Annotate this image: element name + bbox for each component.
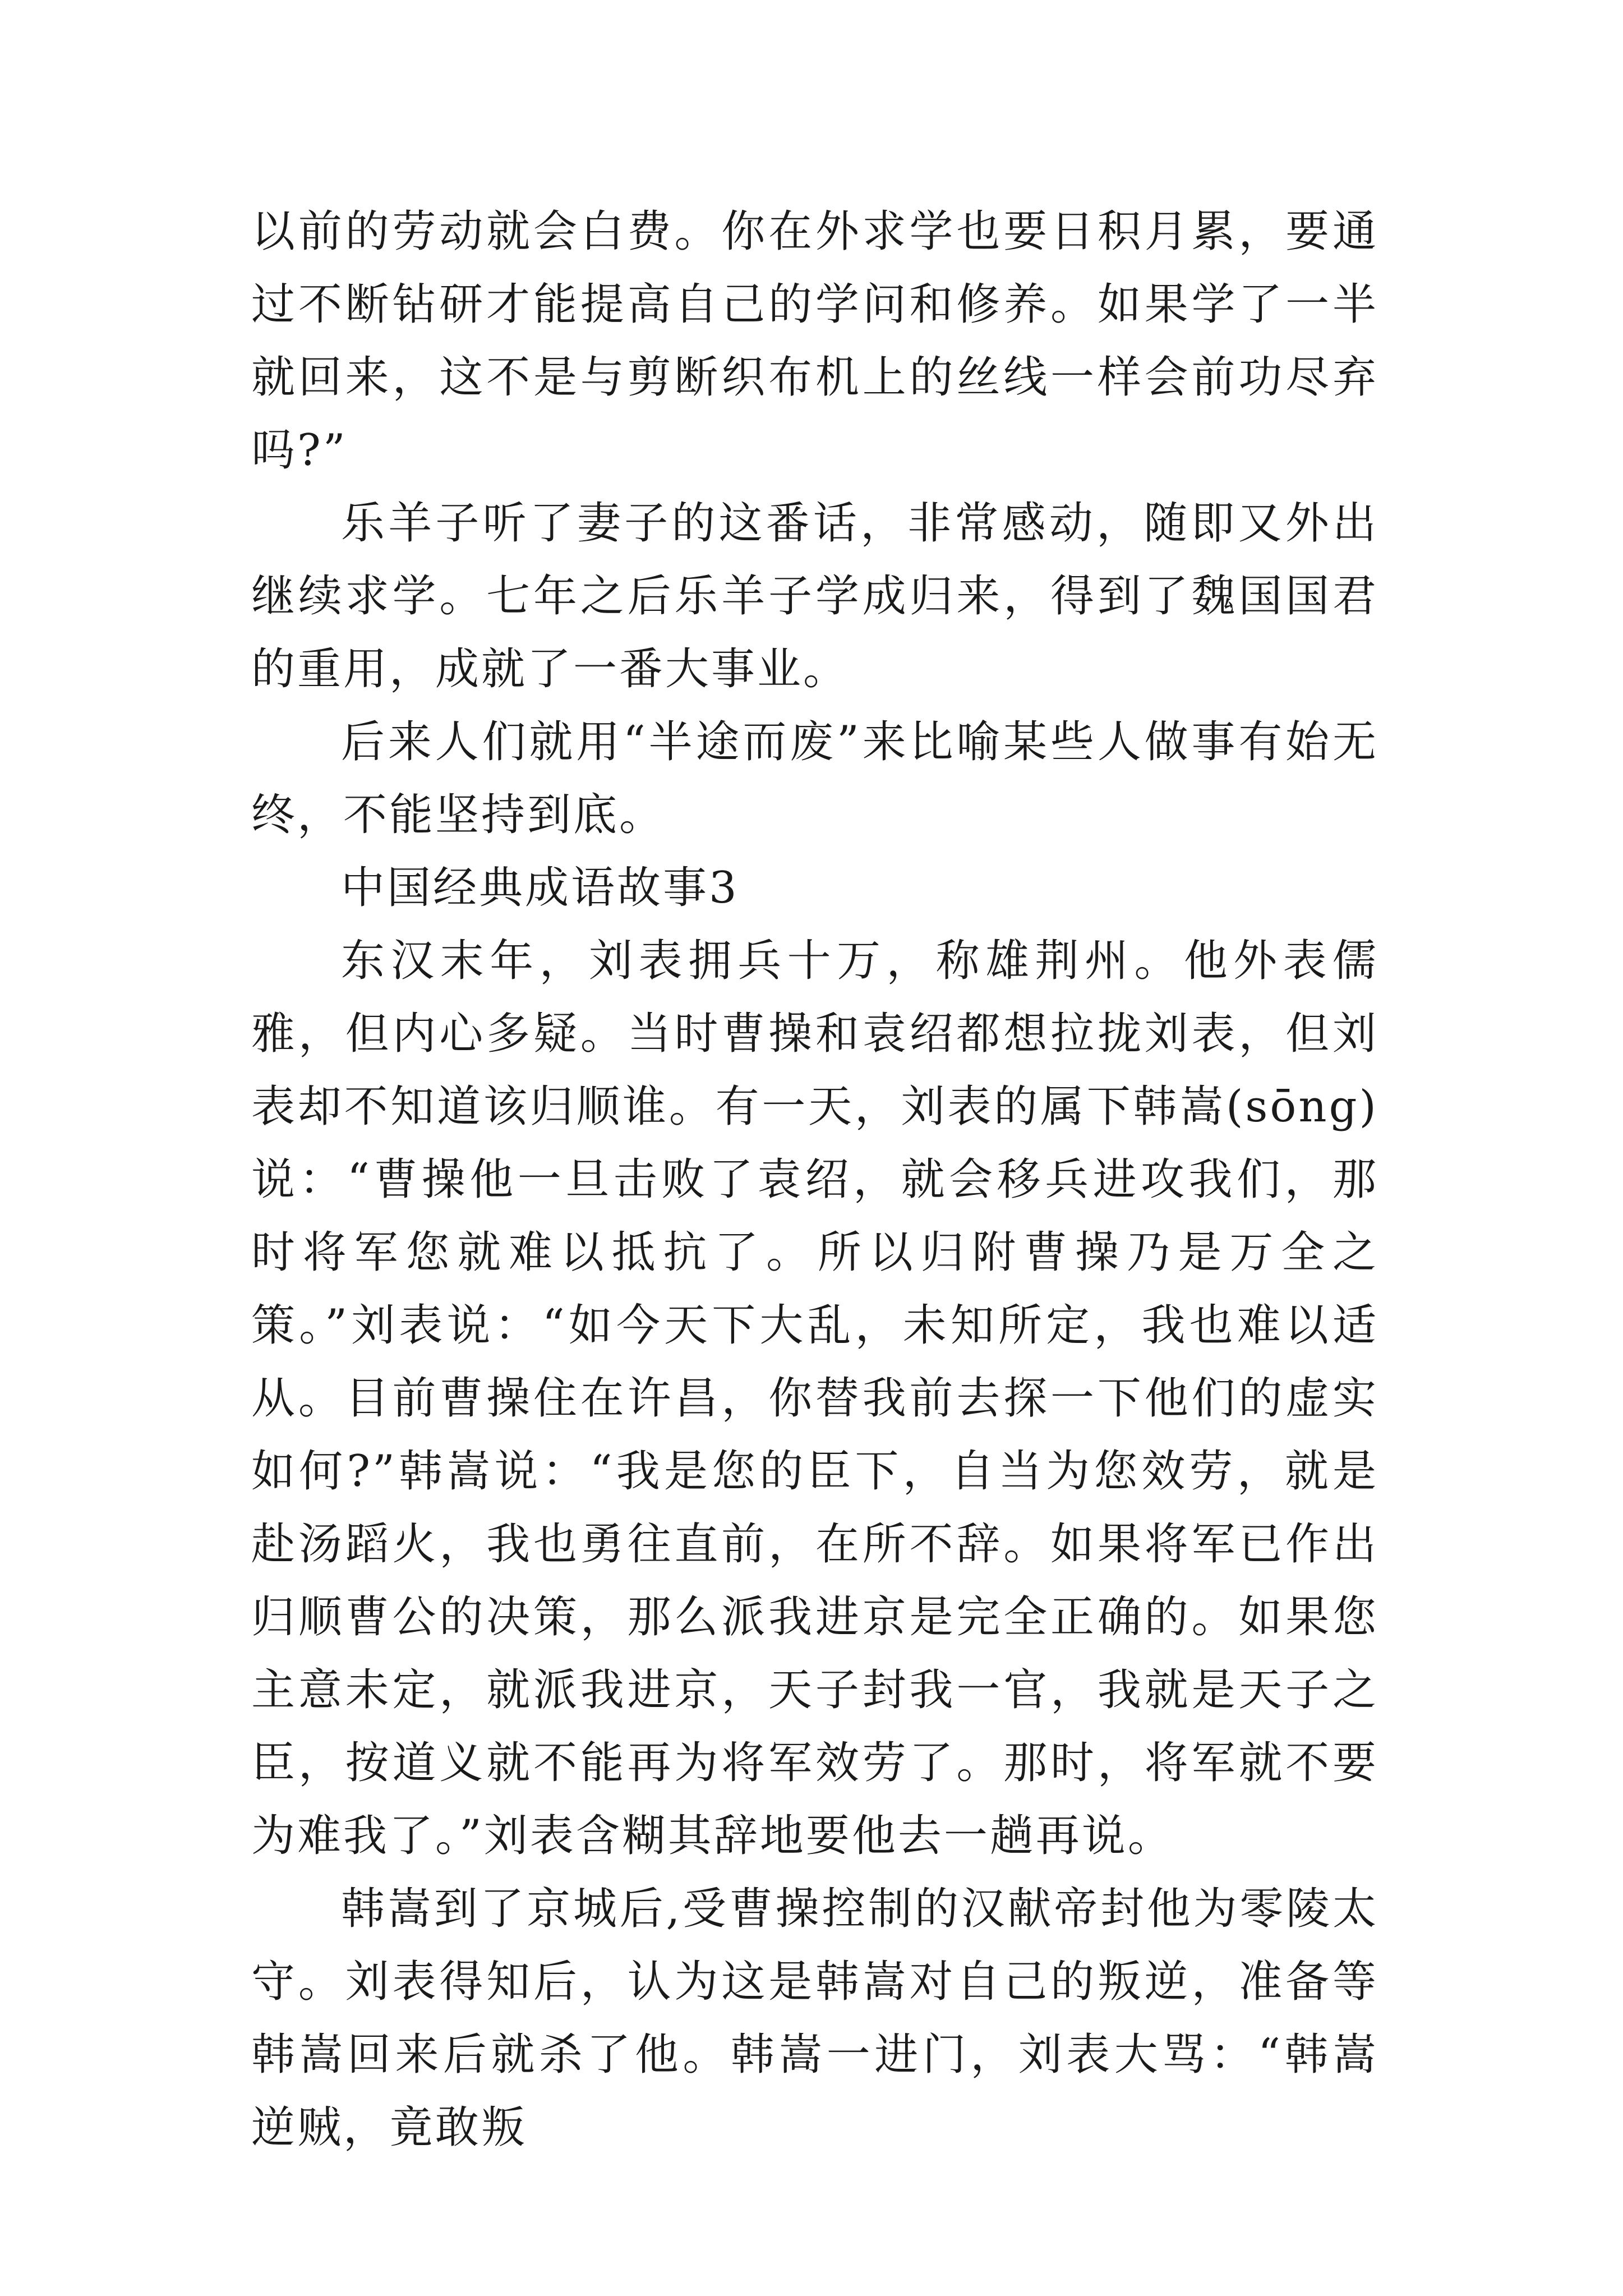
document-body (251, 195, 1378, 2164)
paragraph-3: 后来人们就用“半途而废”来比喻某些人做事有始无终，不能坚持到底。 (251, 717, 1378, 840)
paragraph-2: 乐羊子听了妻子的这番话，非常感动，随即又外出继续求学。七年之后乐羊子学成归来，得到了魏国国君的重用，成就了一番大事业。 (251, 498, 1378, 694)
paragraph-4: 东汉末年，刘表拥兵十万，称雄荆州。他外表儒雅，但内心多疑。当时曹操和袁绍都想拉拢刘表，但刘表却不知道该归顺谁。有一天，刘表的属下韩嵩(sōng)说：“曹操他一旦击败了袁绍，就会移兵进攻我们，那时将军您就难以抵抗了。所以归附曹操乃是万全之策。”刘表说：“如今天下大乱，未知所定，我也难以适从。目前曹操住在许昌，你替我前去探一下他们的虚实如何?”韩嵩说：“我是您的臣下，自当为您效劳，就是赴汤蹈火，我也勇往直前，在所不辞。如果将军已作出归顺曹公的决策，那么派我进京是完全正确的。如果您主意未定，就派我进京，天子封我一官，我就是天子之臣，按道义就不能再为将军效劳了。那时，将军就不要为难我了。”刘表含糊其辞地要他去一趟再说。 (251, 936, 1378, 1861)
section-heading: 中国经典成语故事3 (341, 863, 739, 913)
paragraph-5: 韩嵩到了京城后,受曹操控制的汉献帝封他为零陵太守。刘表得知后，认为这是韩嵩对自己的叛逆，准备等韩嵩回来后就杀了他。韩嵩一进门，刘表大骂：“韩嵩逆贼，竟敢叛 (251, 1884, 1378, 2153)
paragraph-1: 以前的劳动就会白费。你在外求学也要日积月累，要通过不断钻研才能提高自己的学问和修养。如果学了一半就回来，这不是与剪断织布机上的丝线一样会前功尽弃吗?” (251, 206, 1378, 476)
